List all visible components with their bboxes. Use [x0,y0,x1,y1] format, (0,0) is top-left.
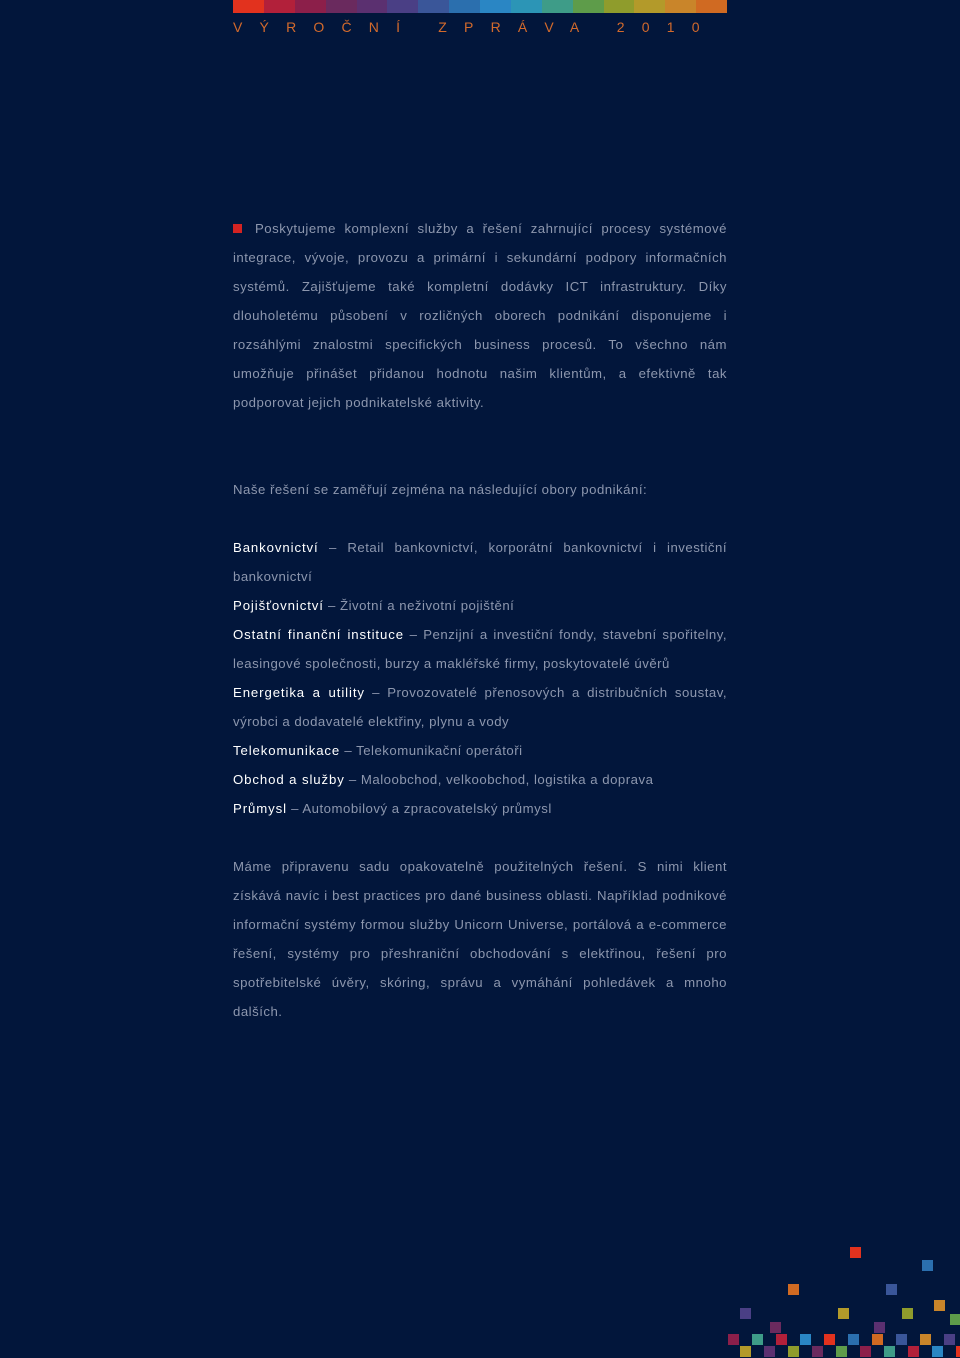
main-content [233,214,727,1026]
mosaic-pixel [788,1346,799,1357]
mosaic-pixel [922,1260,933,1271]
industry-desc: Provozovatelé přenosových a distribučních soustav, výrobci a dodavatelé elektřiny, plynu a vody [233,685,727,729]
industry-desc: Telekomunikační operátoři [356,743,523,758]
mosaic-pixel [788,1284,799,1295]
stripe-segment [264,0,295,13]
stripe-segment [511,0,542,13]
mosaic-pixel [824,1334,835,1345]
industry-item: Pojišťovnictví – Životní a neživotní pojištění [233,598,515,613]
industry-name: Telekomunikace [233,743,341,758]
intro-text: Poskytujeme komplexní služby a řešení zahrnující procesy systémové integrace, vývoje, provozu a primární i sekundární podpory informačních systémů. Zajišťujeme také kompletní dodávky ICT infrastruktury. Díky dlouholetému působení v rozličných oborech podnikání disponujeme i rozsáhlými znalostmi specifických business procesů. To všechno nám umožňuje přinášet přidanou hodnotu našim klientům, a efektivně tak podporovat jejich podnikatelské aktivity. [233,221,727,410]
mosaic-pixel [920,1334,931,1345]
industry-desc: Automobilový a zpracovatelský průmysl [302,801,552,816]
stripe-segment [634,0,665,13]
mosaic-pixel [850,1247,861,1258]
mosaic-pixel [770,1322,781,1333]
stripe-segment [665,0,696,13]
mosaic-pixel [950,1314,960,1325]
industry-desc: Životní a neživotní pojištění [340,598,515,613]
mosaic-pixel [800,1334,811,1345]
mosaic-pixel [838,1308,849,1319]
intro-paragraph [233,214,727,417]
mosaic-pixel [932,1346,943,1357]
focus-intro: Naše řešení se zaměřují zejména na následující obory podnikání: [233,482,648,497]
mosaic-pixel [934,1300,945,1311]
stripe-segment [357,0,388,13]
mosaic-pixel [908,1346,919,1357]
industry-desc: Retail bankovnictví, korporátní bankovnictví i investiční bankovnictví [233,540,727,584]
industry-name: Ostatní finanční instituce [233,627,404,642]
mosaic-pixel [812,1346,823,1357]
mosaic-pixel [896,1334,907,1345]
mosaic-pixel [860,1346,871,1357]
mosaic-pixel [836,1346,847,1357]
mosaic-pixel [956,1346,960,1357]
stripe-segment [542,0,573,13]
industry-desc: Penzijní a investiční fondy, stavební spořitelny, leasingové společnosti, burzy a makléřské firmy, poskytovatelé úvěrů [233,627,728,671]
stripe-segment [295,0,326,13]
bullet-square-icon [233,224,242,233]
industry-item: Bankovnictví – Retail bankovnictví, korporátní bankovnictví i investiční bankovnictví [233,540,727,584]
industry-item: Obchod a služby – Maloobchod, velkoobchod, logistika a doprava [233,772,654,787]
industry-item: Ostatní finanční instituce – Penzijní a investiční fondy, stavební spořitelny, leasingové společnosti, burzy a makléřské firmy, poskytovatelé úvěrů [233,627,728,671]
industry-name: Bankovnictví [233,540,319,555]
mosaic-pixel [764,1346,775,1357]
report-title: VÝROČNÍ ZPRÁVA 2010 [233,19,717,35]
stripe-segment [480,0,511,13]
header-color-stripe [233,0,727,13]
industry-name: Pojišťovnictví [233,598,324,613]
mosaic-pixel [752,1334,763,1345]
industry-desc: Maloobchod, velkoobchod, logistika a doprava [360,772,654,787]
stripe-segment [418,0,449,13]
stripe-segment [604,0,635,13]
stripe-segment [233,0,264,13]
industry-item: Průmysl – Automobilový a zpracovatelský průmysl [233,801,552,816]
mosaic-pixel [886,1284,897,1295]
mosaic-pixel [874,1322,885,1333]
industry-list [233,533,727,823]
industry-name: Průmysl [233,801,287,816]
mosaic-pixel [884,1346,895,1357]
stripe-segment [387,0,418,13]
stripe-segment [449,0,480,13]
mosaic-pixel [776,1334,787,1345]
mosaic-pixel [740,1346,751,1357]
closing-paragraph: Máme připravenu sadu opakovatelně použitelných řešení. S nimi klient získává navíc i best practices pro dané business oblasti. Například podnikové informační systémy formou služby Unicorn Universe, portálová a e-commerce řešení, systémy pro přeshraniční obchodování s elektřinou, řešení pro spotřebitelské úvěry, skóring, správu a vymáhání pohledávek a mnoho dalších. [233,859,727,1019]
industry-item: Energetika a utility – Provozovatelé přenosových a distribučních soustav, výrobci a dodavatelé elektřiny, plynu a vody [233,685,727,729]
mosaic-pixel [848,1334,859,1345]
stripe-segment [573,0,604,13]
mosaic-pixel [944,1334,955,1345]
mosaic-pixel [740,1308,751,1319]
industry-name: Energetika a utility [233,685,365,700]
mosaic-pixel [872,1334,883,1345]
stripe-segment [326,0,357,13]
mosaic-pixel [902,1308,913,1319]
mosaic-pixel [728,1334,739,1345]
industry-item: Telekomunikace – Telekomunikační operátoři [233,743,523,758]
stripe-segment [696,0,727,13]
industry-name: Obchod a služby [233,772,345,787]
